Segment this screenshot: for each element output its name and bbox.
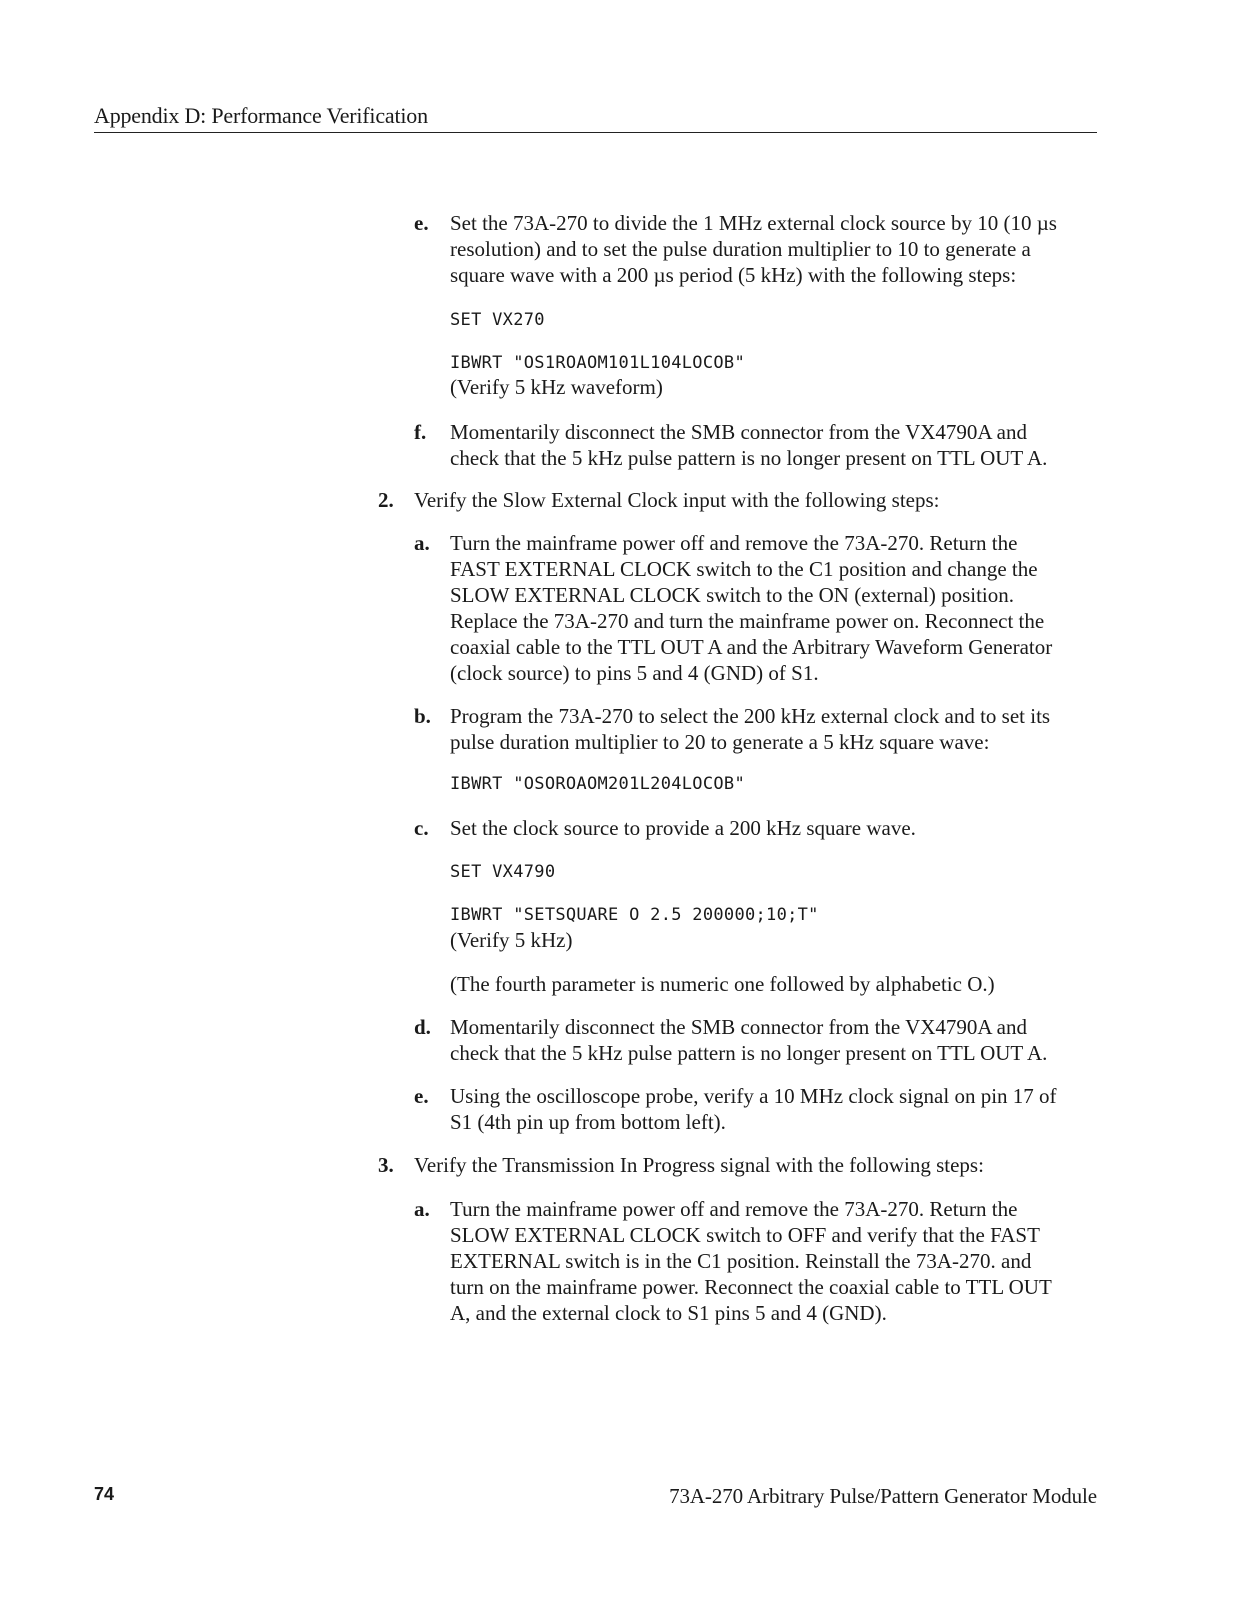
- text-line: pulse duration multiplier to 20 to generate a 5 kHz square wave:: [450, 730, 990, 754]
- page-number: 74: [94, 1484, 115, 1504]
- text-line: resolution) and to set the pulse duration multiplier to 10 to generate a: [450, 237, 1031, 261]
- text-line: turn on the mainframe power. Reconnect the coaxial cable to TTL OUT: [450, 1275, 1052, 1299]
- substep-letter: a.: [414, 1197, 430, 1221]
- step-number: 2.: [378, 488, 394, 512]
- substep-text: [450, 210, 1098, 288]
- code-ibwrt-5khz: IBWRT "OS1ROAOM101L104LOCOB": [450, 353, 745, 373]
- header-rule: [94, 132, 1097, 133]
- text-line: S1 (4th pin up from bottom left).: [450, 1110, 726, 1134]
- text-line: Momentarily disconnect the SMB connector from the VX4790A and: [450, 420, 1028, 444]
- footer-title: 73A-270 Arbitrary Pulse/Pattern Generator Module: [669, 1484, 1097, 1508]
- text-line: Set the 73A-270 to divide the 1 MHz external clock source by 10 (10 µs: [450, 211, 1057, 235]
- text-line: Using the oscilloscope probe, verify a 10 MHz clock signal on pin 17 of: [450, 1084, 1057, 1108]
- substep-letter: c.: [414, 816, 429, 840]
- substep-text: [450, 1083, 1098, 1135]
- verify-note: (Verify 5 kHz waveform): [450, 375, 663, 399]
- text-line: Turn the mainframe power off and remove the 73A-270. Return the: [450, 531, 1018, 555]
- text-line: coaxial cable to the TTL OUT A and the Arbitrary Waveform Generator: [450, 635, 1053, 659]
- text-line: SLOW EXTERNAL CLOCK switch to the ON (external) position.: [450, 583, 1015, 607]
- text-line: Replace the 73A-270 and turn the mainframe power on. Reconnect the: [450, 609, 1045, 633]
- code-ibwrt-setsquare: IBWRT "SETSQUARE O 2.5 200000;10;T": [450, 905, 819, 925]
- code-set-vx270: SET VX270: [450, 310, 545, 330]
- text-line: square wave with a 200 µs period (5 kHz) with the following steps:: [450, 263, 1017, 287]
- substep-letter: e.: [414, 211, 429, 235]
- substep-text: [450, 1014, 1098, 1066]
- substep-text: [450, 1196, 1098, 1326]
- code-ibwrt-200khz: IBWRT "OSOROAOM201L204LOCOB": [450, 774, 745, 794]
- step-text: Verify the Transmission In Progress signal with the following steps:: [414, 1153, 984, 1177]
- text-line: Momentarily disconnect the SMB connector from the VX4790A and: [450, 1015, 1028, 1039]
- text-line: A, and the external clock to S1 pins 5 and 4 (GND).: [450, 1301, 887, 1325]
- text-line: Turn the mainframe power off and remove the 73A-270. Return the: [450, 1197, 1018, 1221]
- text-line: check that the 5 kHz pulse pattern is no longer present on TTL OUT A.: [450, 446, 1048, 470]
- step-number: 3.: [378, 1153, 394, 1177]
- substep-letter: b.: [414, 704, 431, 728]
- text-line: Set the clock source to provide a 200 kHz square wave.: [450, 816, 916, 840]
- substep-letter: d.: [414, 1015, 431, 1039]
- parameter-note: (The fourth parameter is numeric one followed by alphabetic O.): [450, 972, 995, 996]
- text-line: Program the 73A-270 to select the 200 kHz external clock and to set its: [450, 704, 1051, 728]
- text-line: SLOW EXTERNAL CLOCK switch to OFF and verify that the FAST: [450, 1223, 1040, 1247]
- substep-letter: f.: [414, 420, 427, 444]
- substep-letter: a.: [414, 531, 430, 555]
- text-line: (clock source) to pins 5 and 4 (GND) of S1.: [450, 661, 819, 685]
- text-line: EXTERNAL switch is in the C1 position. Reinstall the 73A-270. and: [450, 1249, 1032, 1273]
- running-header: Appendix D: Performance Verification: [94, 103, 428, 128]
- code-set-vx4790: SET VX4790: [450, 862, 556, 882]
- substep-text: [450, 530, 1098, 686]
- verify-note: (Verify 5 kHz): [450, 928, 573, 952]
- text-line: FAST EXTERNAL CLOCK switch to the C1 position and change the: [450, 557, 1038, 581]
- substep-text: [450, 419, 1098, 471]
- text-line: check that the 5 kHz pulse pattern is no longer present on TTL OUT A.: [450, 1041, 1048, 1065]
- step-text: Verify the Slow External Clock input with the following steps:: [414, 488, 940, 512]
- substep-text: [450, 703, 1098, 755]
- substep-letter: e.: [414, 1084, 429, 1108]
- substep-text: [450, 815, 1098, 841]
